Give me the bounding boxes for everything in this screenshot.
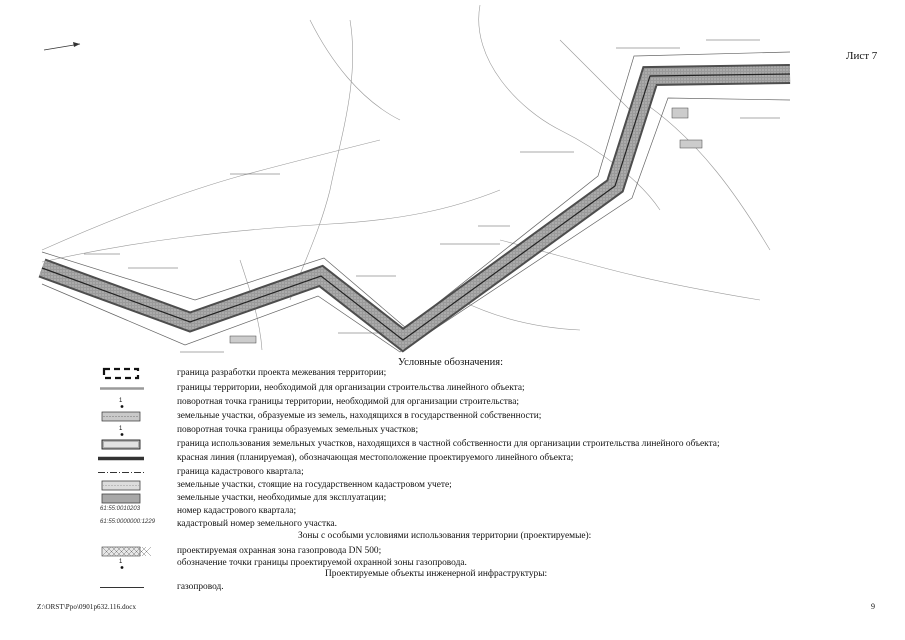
- infrastructure-title: Проектируемые объекты инженерной инфраструктуры:: [325, 569, 548, 579]
- legend-item-text: границы территории, необходимой для организации строительства линейного объекта;: [177, 383, 525, 393]
- legend-item: [0, 452, 905, 465]
- legend-item: [0, 466, 905, 479]
- legend-item-text: граница использования земельных участков, находящихся в частной собственности для организации строительства линейного объекта;: [177, 439, 720, 449]
- legend-item: [0, 382, 905, 395]
- legend-item-text: номер кадастрового квартала;: [177, 506, 297, 516]
- legend-item: [0, 410, 905, 423]
- svg-text:1: 1: [119, 398, 123, 404]
- hatched-box-icon: [98, 438, 144, 451]
- dash-dot-line-icon: [98, 466, 144, 479]
- legend-item-text: обозначение точки границы проектируемой охранной зоны газопровода.: [177, 558, 467, 568]
- legend-item-text: граница разработки проекта межевания территории;: [177, 368, 387, 378]
- svg-text:1: 1: [119, 559, 123, 565]
- numbered-point-icon: [98, 396, 144, 409]
- territory-boundary-upper: [42, 52, 790, 328]
- legend-item-text: газопровод.: [177, 582, 224, 592]
- legend-item-text: кадастровый номер земельного участка.: [177, 519, 337, 529]
- svg-text:1: 1: [119, 426, 123, 432]
- legend-item-text: поворотная точка границы территории, необходимой для организации строительства;: [177, 397, 519, 407]
- legend-symbol-label: 61:55:0000000:1229: [100, 519, 156, 525]
- thin-line-icon: [98, 581, 144, 594]
- legend-item: [0, 367, 905, 380]
- sheet-label: Лист 7: [846, 50, 878, 62]
- legend-item-text: красная линия (планируемая), обозначающая местоположение проектируемого линейного объекта;: [177, 453, 574, 463]
- page-number: 9: [871, 602, 875, 611]
- legend-item: [0, 479, 905, 492]
- legend-item: [0, 424, 905, 437]
- footer-file-path: Z:\ORST\Ppo\0901p632.116.docx: [37, 603, 137, 611]
- legend-item-text: граница кадастрового квартала;: [177, 467, 304, 477]
- numbered-point-icon: [98, 424, 144, 437]
- legend-symbol-label: 61:55:0010203: [100, 506, 141, 512]
- legend-item: [0, 505, 905, 518]
- legend-item-text: поворотная точка границы образуемых земельных участков;: [177, 425, 419, 435]
- gray-line-icon: [98, 382, 144, 395]
- legend-item-text: земельные участки, необходимые для эксплуатации;: [177, 493, 387, 503]
- legend-item: [0, 581, 905, 594]
- gray-box-icon: [98, 492, 144, 505]
- north-arrow-icon: [44, 42, 80, 50]
- dotted-box-icon: [98, 410, 144, 423]
- legend-item: [0, 438, 905, 451]
- outline-box-icon: [98, 479, 144, 492]
- annotation-leaders: [84, 40, 780, 352]
- legend-title: Условные обозначения:: [398, 357, 504, 368]
- zones-title: Зоны с особыми условиями использования территории (проектируемые):: [298, 531, 592, 541]
- legend-item: [0, 518, 905, 531]
- legend-item: [0, 492, 905, 505]
- legend-item: [0, 396, 905, 409]
- thick-dark-line-icon: [98, 452, 144, 465]
- dashed-rectangle-icon: [98, 367, 144, 380]
- legend-item-text: земельные участки, стоящие на государственном кадастровом учете;: [177, 480, 452, 490]
- numbered-point-icon: [98, 557, 144, 570]
- legend-item-text: проектируемая охранная зона газопровода DN 500;: [177, 546, 382, 556]
- legend-item-text: земельные участки, образуемые из земель, находящихся в государственной собственности;: [177, 411, 542, 421]
